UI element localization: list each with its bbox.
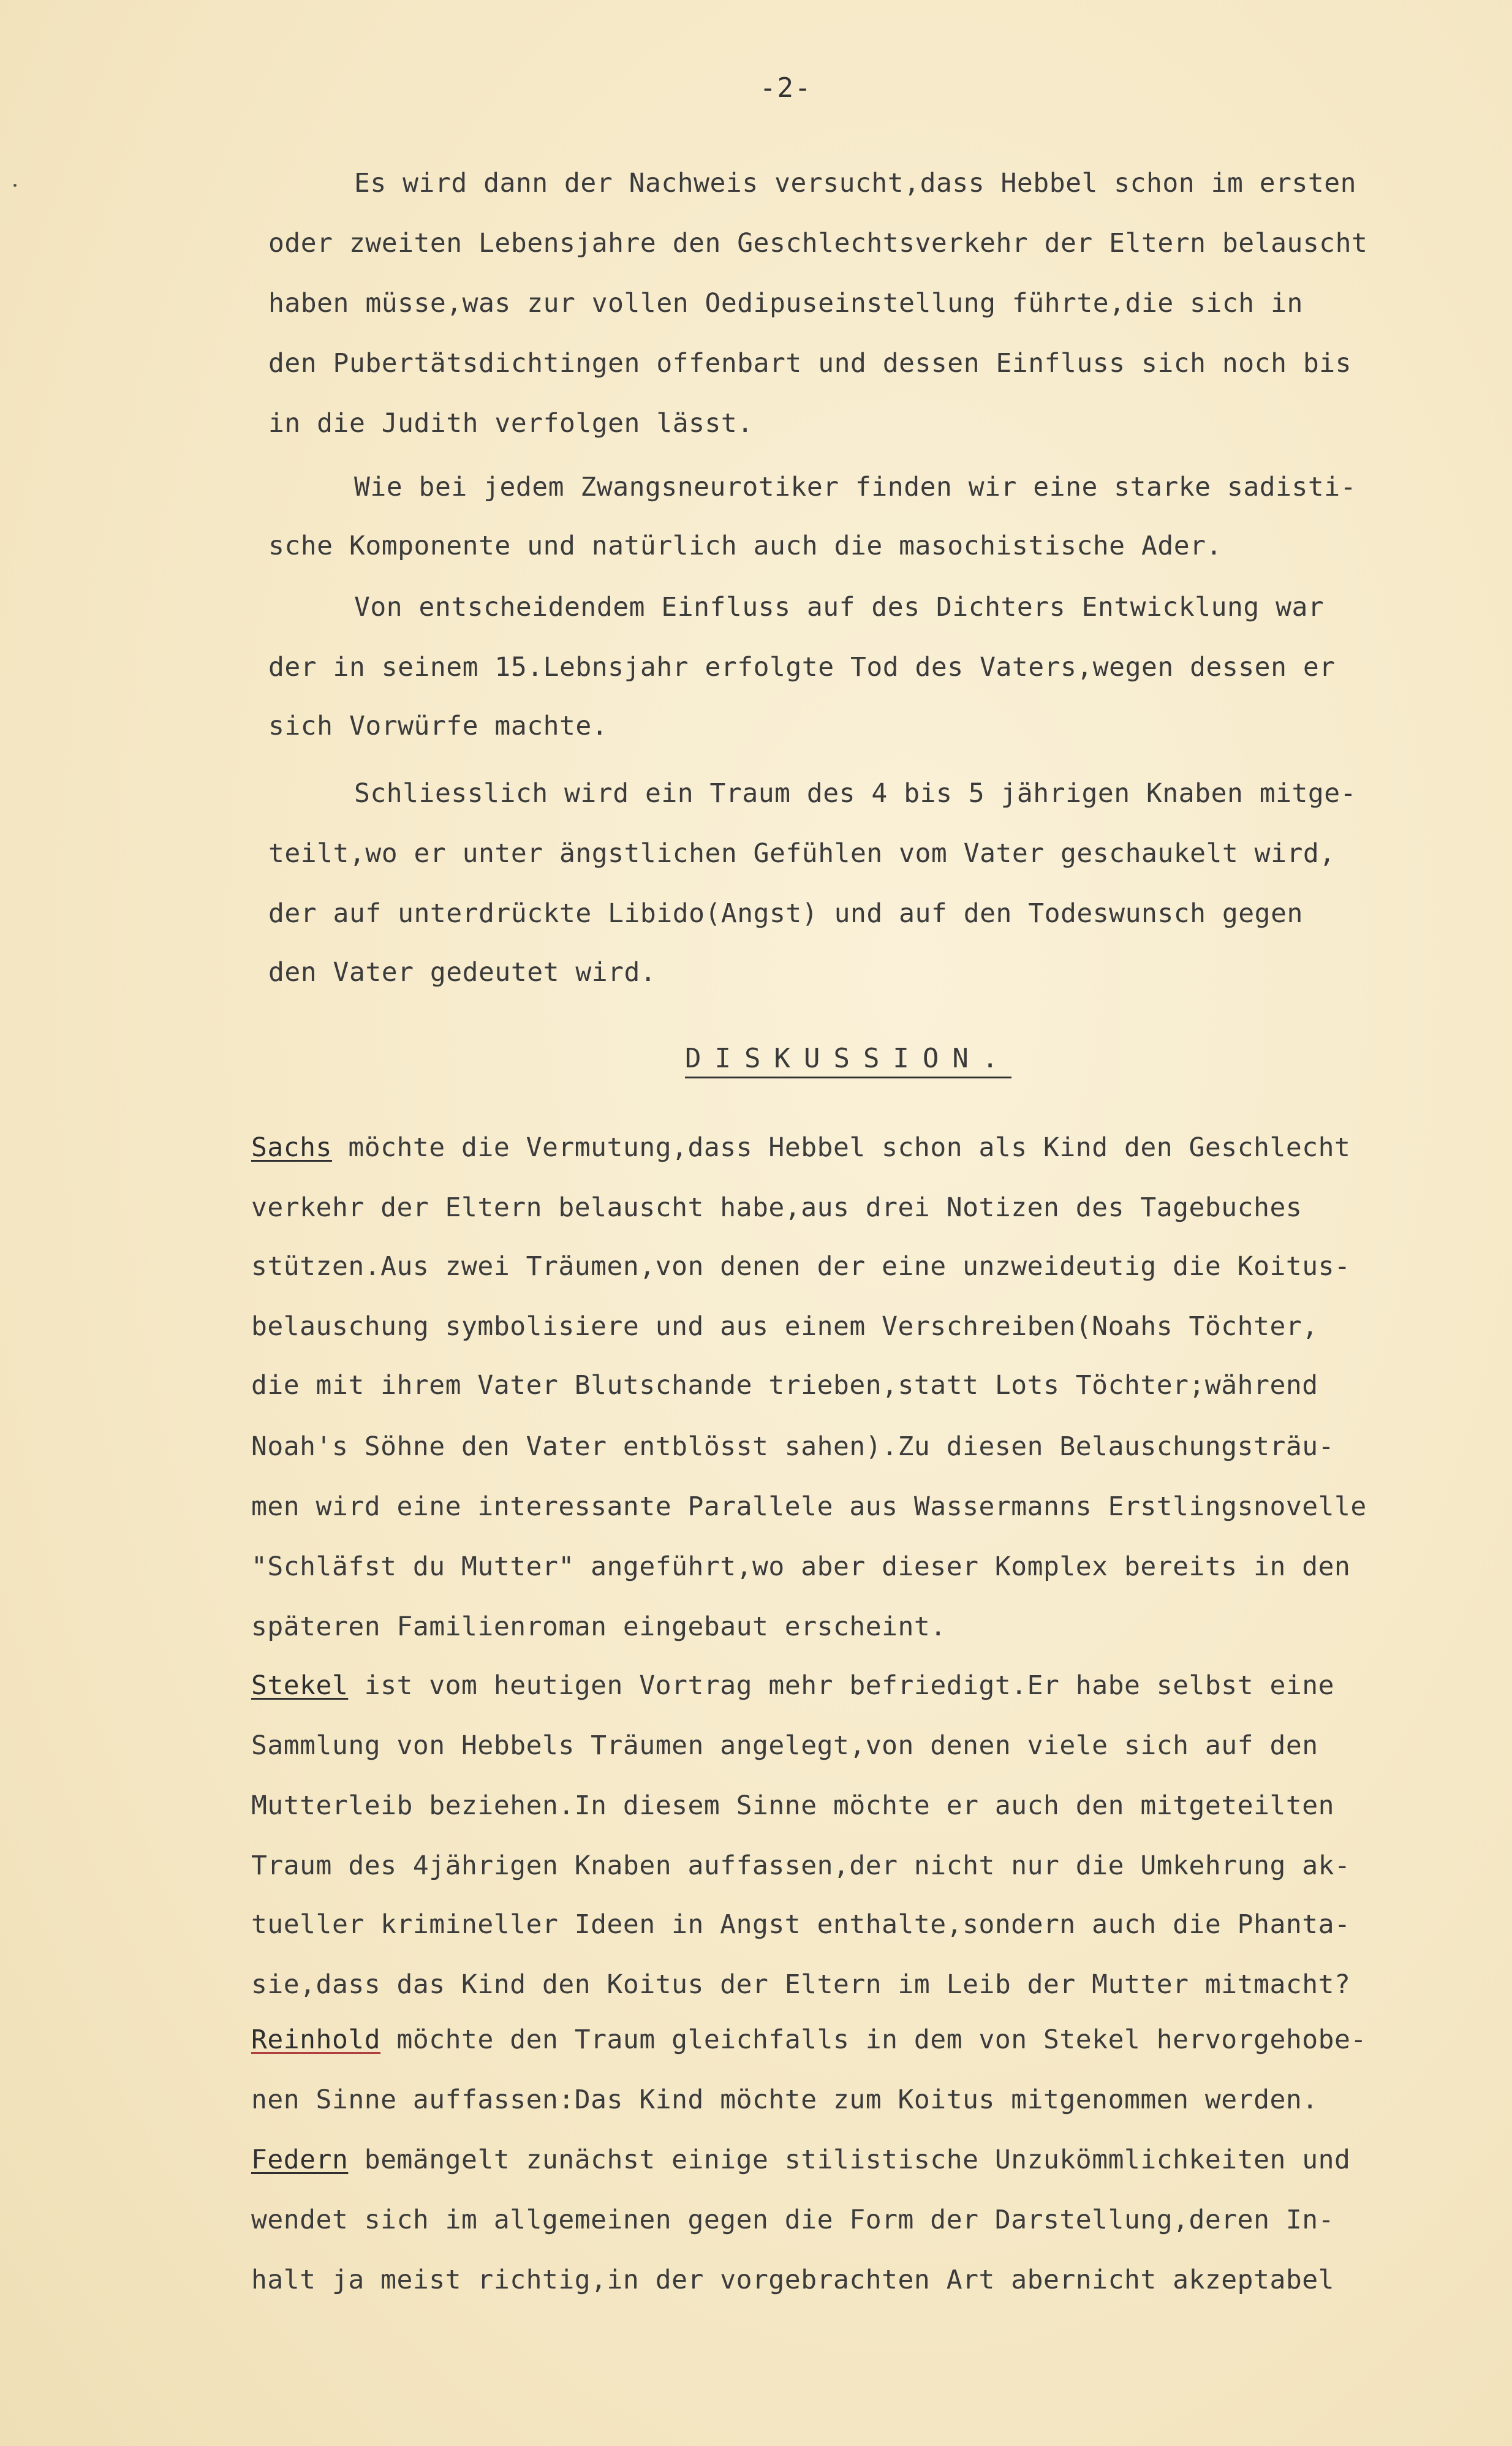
intro-line: Es wird dann der Nachweis versucht,dass Hebbel schon im ersten — [354, 168, 1357, 199]
speaker-text: möchte die Vermutung,dass Hebbel schon als Kind den Geschlecht — [331, 1132, 1351, 1163]
discussion-line — [251, 2147, 1350, 2173]
intro-line: Schliesslich wird ein Traum des 4 bis 5 jährigen Knaben mitge- — [354, 778, 1357, 809]
discussion-line: nen Sinne auffassen:Das Kind möchte zum Koitus mitgenommen werden. — [251, 2084, 1318, 2115]
discussion-line: stützen.Aus zwei Träumen,von denen der eine unzweideutig die Koitus- — [251, 1251, 1351, 1282]
speaker-name: Sachs — [251, 1132, 332, 1163]
intro-line: der auf unterdrückte Libido(Angst) und auf den Todeswunsch gegen — [268, 898, 1303, 929]
discussion-heading: DISKUSSION. — [685, 1043, 1011, 1078]
discussion-line — [251, 2024, 1367, 2055]
discussion-line: halt ja meist richtig,in der vorgebrachten Art abernicht akzeptabel — [251, 2265, 1335, 2295]
intro-line: Wie bei jedem Zwangsneurotiker finden wir eine starke sadisti- — [354, 472, 1357, 502]
discussion-line: men wird eine interessante Parallele aus Wassermanns Erstlingsnovelle — [251, 1491, 1367, 1522]
discussion-line: Traum des 4jährigen Knaben auffassen,der nicht nur die Umkehrung ak- — [251, 1850, 1351, 1881]
discussion-line: belauschung symbolisiere und aus einem Verschreiben(Noahs Töchter, — [251, 1311, 1318, 1342]
intro-line: haben müsse,was zur vollen Oedipuseinstellung führte,die sich in — [268, 288, 1303, 319]
intro-line: teilt,wo er unter ängstlichen Gefühlen vom Vater geschaukelt wird, — [268, 838, 1336, 869]
intro-line: den Vater gedeutet wird. — [268, 957, 657, 988]
speaker-text: möchte den Traum gleichfalls in dem von Stekel hervorgehobe- — [380, 2024, 1367, 2055]
discussion-line: verkehr der Eltern belauscht habe,aus drei Notizen des Tagebuches — [251, 1192, 1302, 1223]
discussion-line — [251, 1670, 1335, 1701]
discussion-line — [251, 1132, 1351, 1163]
discussion-line: tueller krimineller Ideen in Angst enthalte,sondern auch die Phanta- — [251, 1909, 1351, 1940]
discussion-line: "Schläfst du Mutter" angeführt,wo aber dieser Komplex bereits in den — [251, 1551, 1351, 1582]
discussion-line: späteren Familienroman eingebaut erscheint. — [251, 1611, 947, 1642]
discussion-line: Noah's Söhne den Vater entblösst sahen).Zu diesen Belauschungsträu- — [251, 1431, 1335, 1462]
discussion-line: Mutterleib beziehen.In diesem Sinne möchte er auch den mitgeteilten — [251, 1790, 1335, 1821]
page-number: -2- — [760, 72, 812, 104]
intro-line: sche Komponente und natürlich auch die masochistische Ader. — [268, 531, 1222, 561]
discussion-line: Sammlung von Hebbels Träumen angelegt,von denen viele sich auf den — [251, 1730, 1318, 1761]
intro-line: oder zweiten Lebensjahre den Geschlechtsverkehr der Eltern belauscht — [268, 228, 1368, 259]
intro-line: in die Judith verfolgen lässt. — [268, 408, 754, 439]
intro-line: der in seinem 15.Lebnsjahr erfolgte Tod des Vaters,wegen dessen er — [268, 652, 1336, 683]
speaker-text: bemängelt zunächst einige stilistische Unzukömmlichkeiten und — [348, 2145, 1351, 2175]
speaker-name: Reinhold — [251, 2024, 381, 2055]
speaker-name: Stekel — [251, 1670, 349, 1701]
speaker-text: ist vom heutigen Vortrag mehr befriedigt.Er habe selbst eine — [348, 1670, 1335, 1701]
intro-line: sich Vorwürfe machte. — [268, 711, 608, 741]
discussion-line: wendet sich im allgemeinen gegen die Form der Darstellung,deren In- — [251, 2205, 1335, 2235]
intro-line: Von entscheidendem Einfluss auf des Dichters Entwicklung war — [354, 592, 1325, 623]
speaker-name: Federn — [251, 2145, 349, 2175]
discussion-line: sie,dass das Kind den Koitus der Eltern im Leib der Mutter mitmacht? — [251, 1969, 1351, 2000]
discussion-line: die mit ihrem Vater Blutschande trieben,statt Lots Töchter;während — [251, 1370, 1318, 1401]
margin-mark — [13, 184, 17, 187]
intro-line: den Pubertätsdichtingen offenbart und dessen Einfluss sich noch bis — [268, 348, 1352, 379]
